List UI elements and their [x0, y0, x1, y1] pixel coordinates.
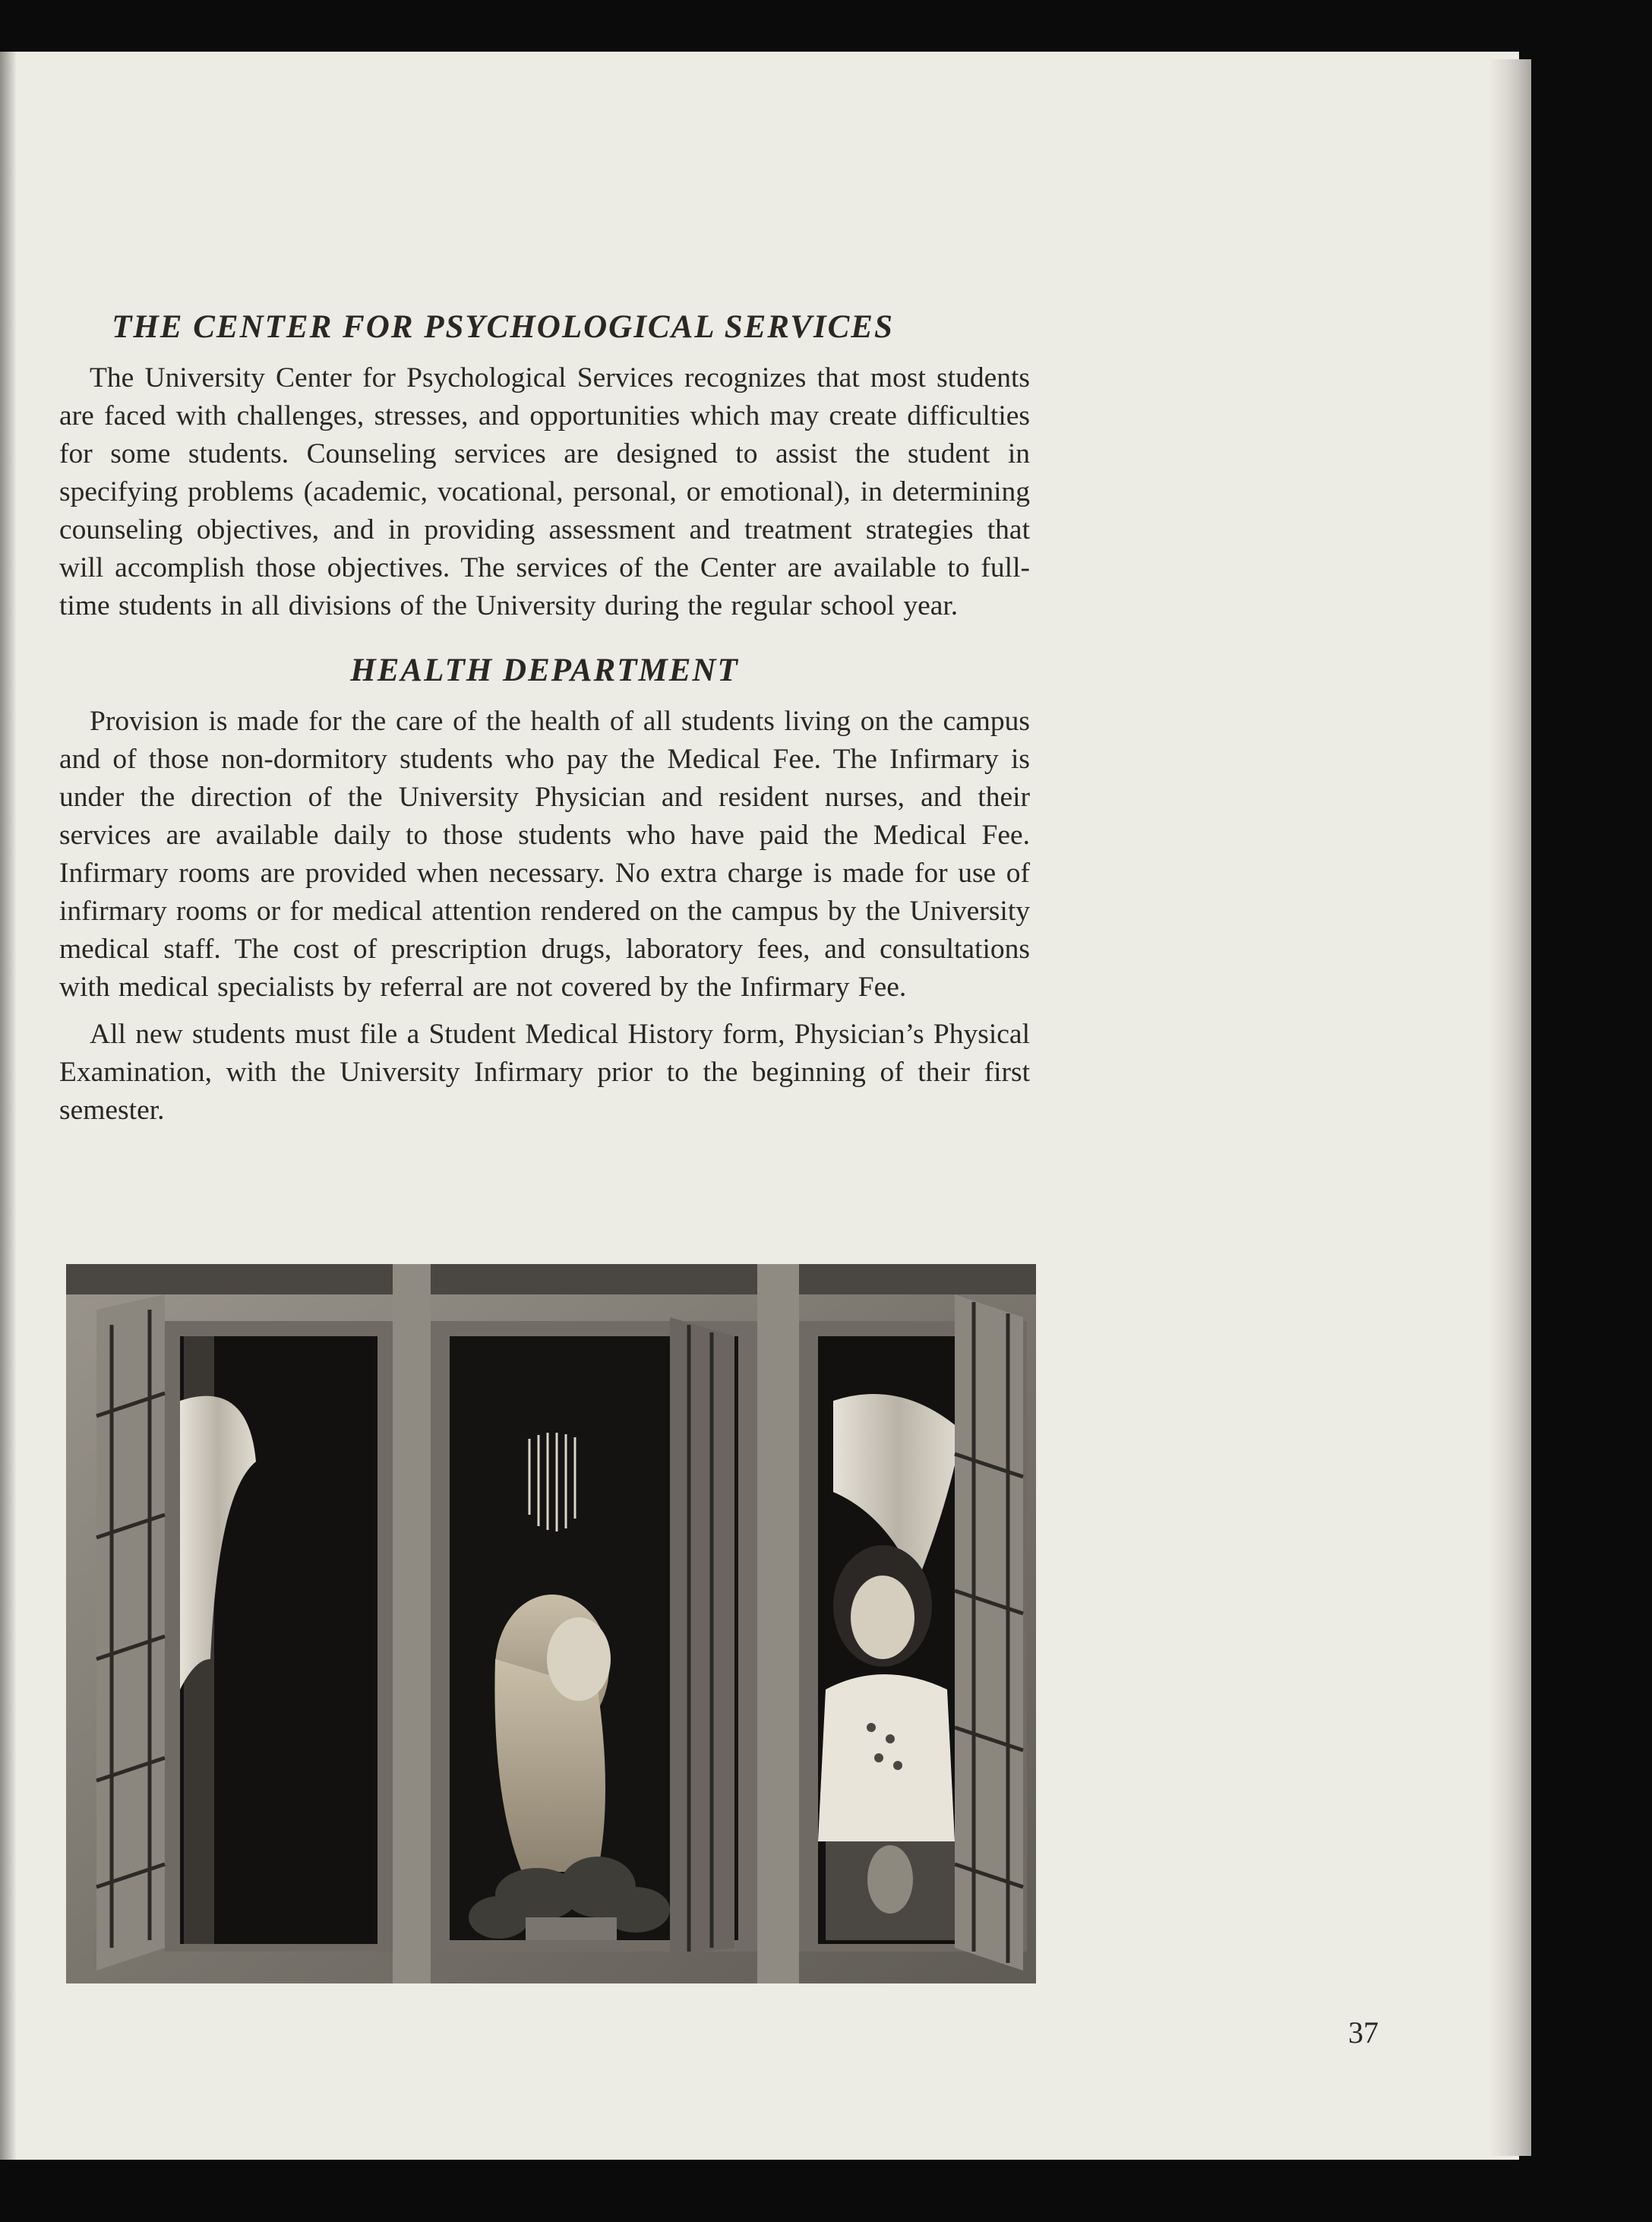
page-number: 37 — [1348, 2015, 1379, 2050]
paragraph-psychological-services: The University Center for Psychological Services recognizes that most students are faced with challenges, stresses, and opportunities which may create difficulties for some students. Counseling services are designed to assist the student in specifying problems (academic, vocational, personal, or emotional), in determining counseling objectives, and in providing assessment and treatment strategies that will accomplish those objectives. The services of the Center are available to full-time students in all divisions of the University during the regular school year. — [59, 362, 1030, 621]
section-heading-health-department: HEALTH DEPARTMENT — [350, 653, 739, 688]
paragraph-medical-history: All new students must file a Student Medical History form, Physician’s Physical Examination, with the University Infirmary prior to the beginning of their first semester. — [59, 1019, 1030, 1126]
section-heading-psychological-services: THE CENTER FOR PSYCHOLOGICAL SERVICES — [112, 309, 894, 345]
page-edge — [1489, 59, 1531, 2156]
paragraph-health-department: Provision is made for the care of the health of all students living on the campus and of those non-dormitory students who pay the Medical Fee. The Infirmary is under the direction of the University Physician and resident nurses, and their services are available daily to those students who have paid the Medical Fee. Infirmary rooms are provided when necessary. No extra charge is made for use of infirmary rooms or for medical attention rendered on the campus by the University medical staff. The cost of prescription drugs, laboratory fees, and consultations with medical specialists by referral are not covered by the Infirmary Fee. — [59, 706, 1030, 1003]
photo-students-at-windows — [66, 1264, 1036, 1983]
spine-shadow — [0, 52, 17, 2160]
body-text — [59, 308, 1030, 1130]
